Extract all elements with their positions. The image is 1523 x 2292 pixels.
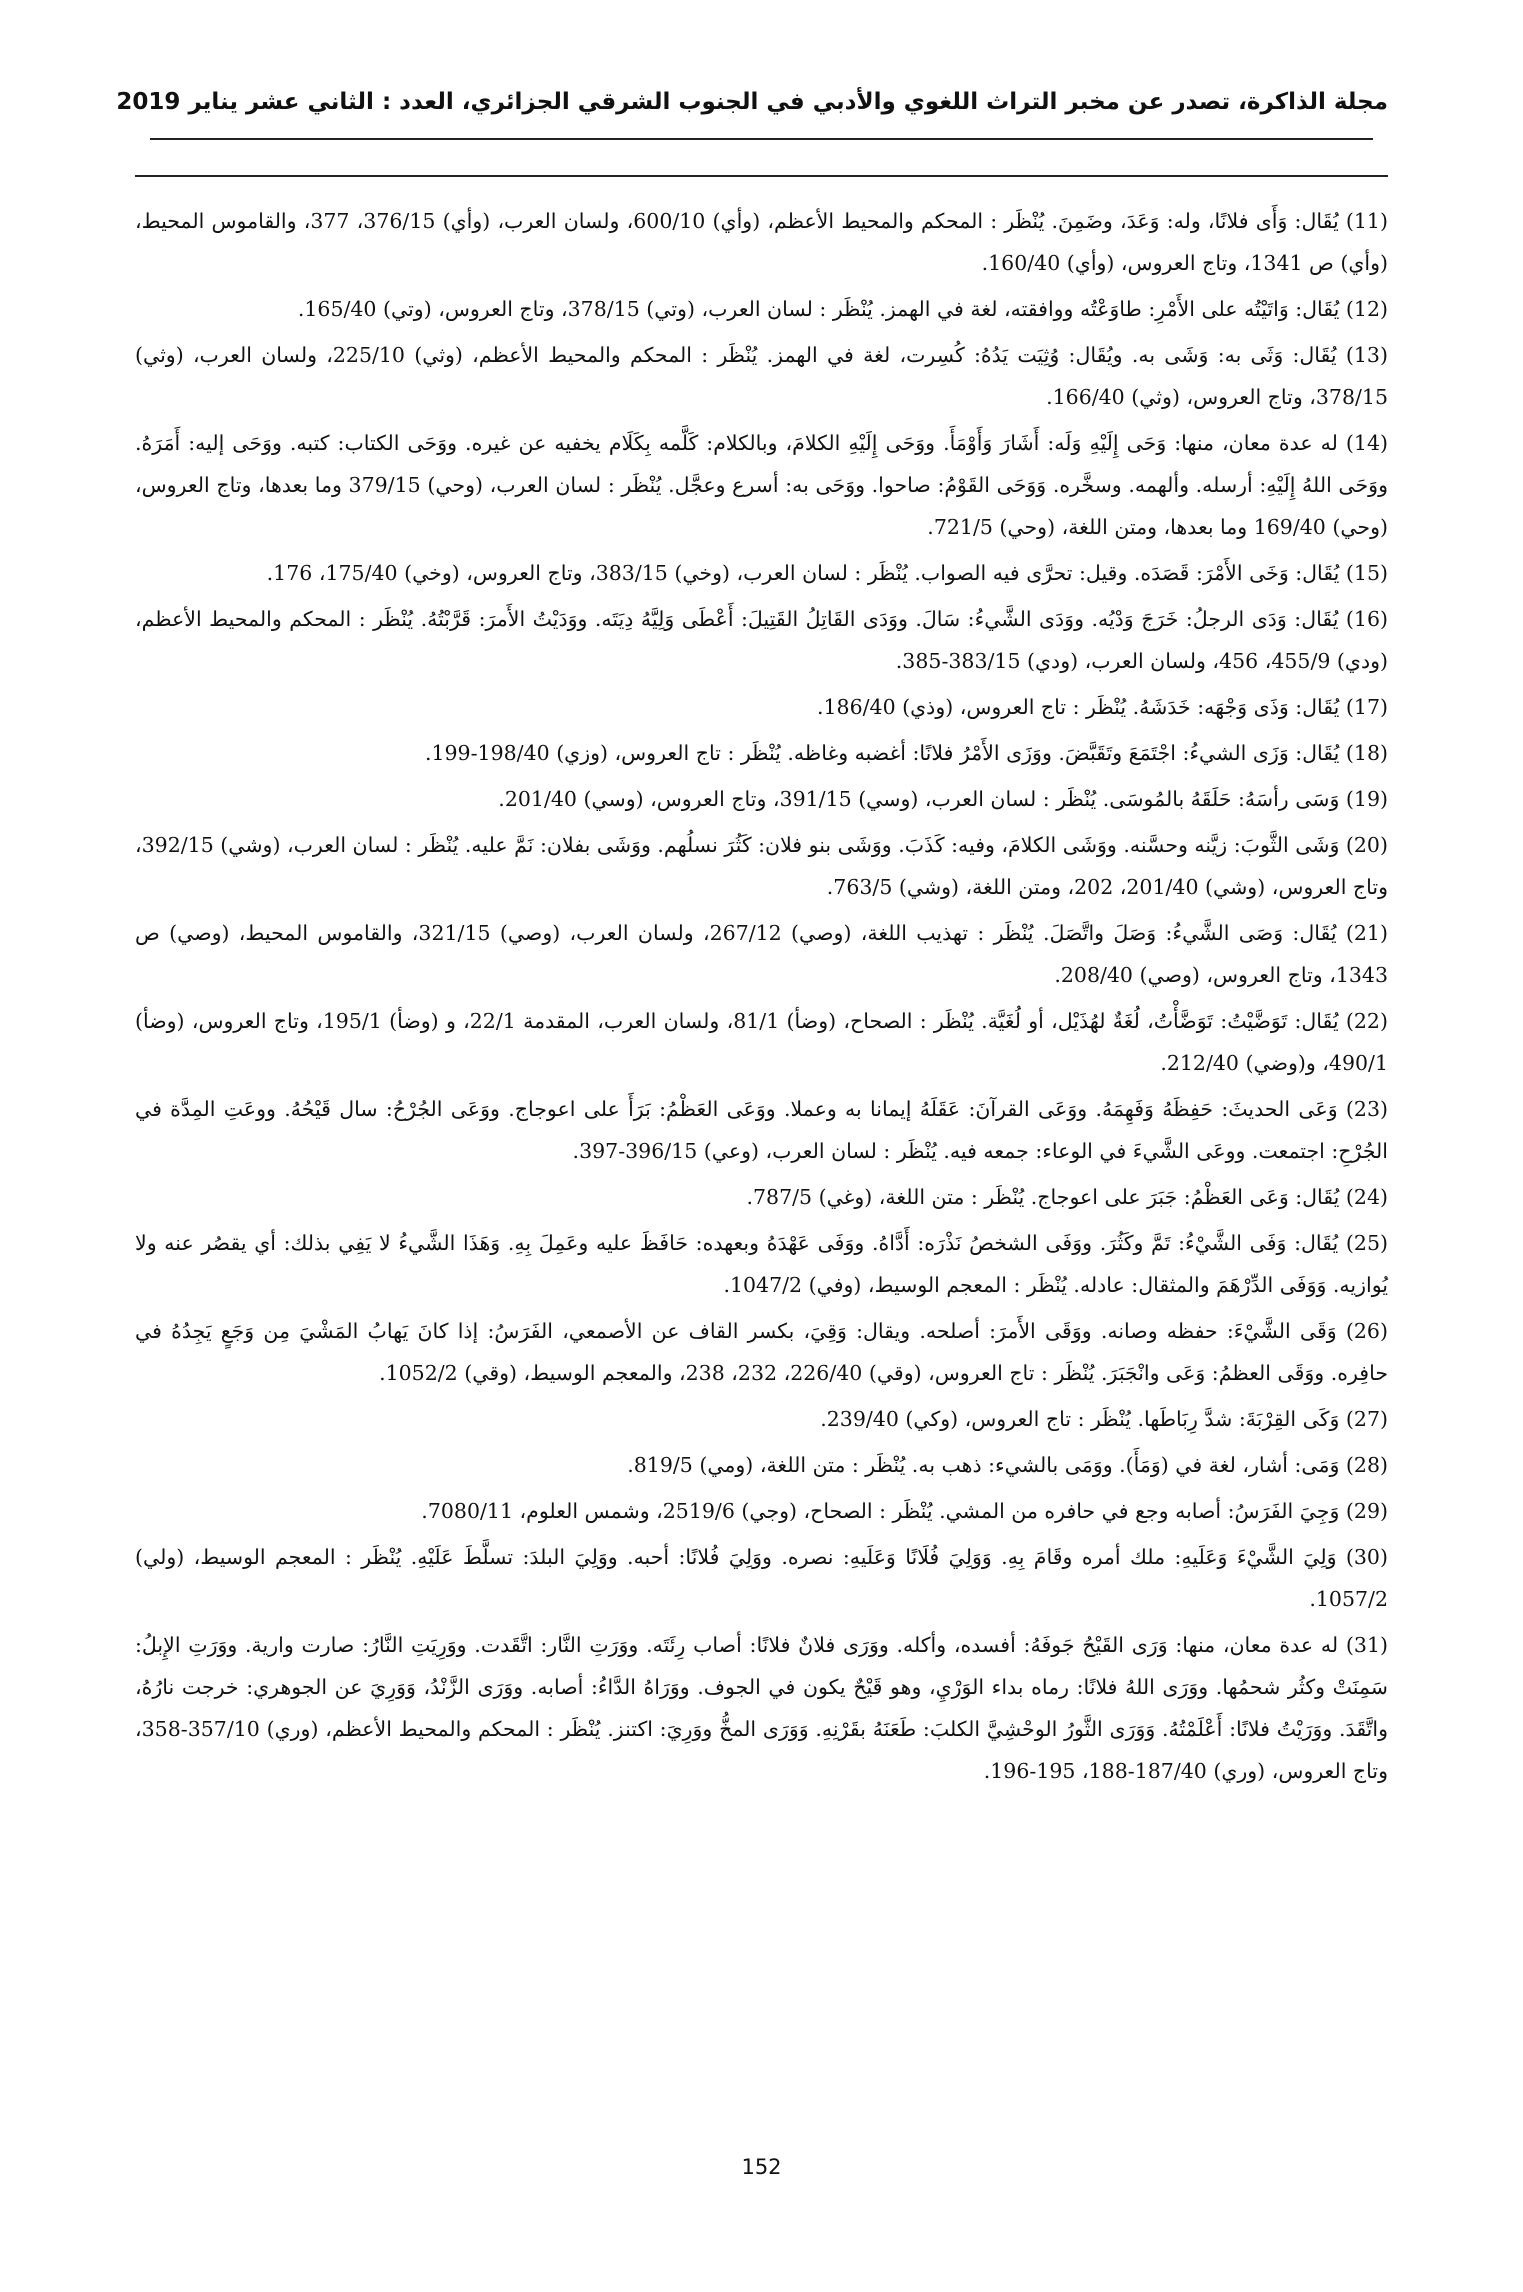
footnote-text: يُقَال: وَذَى وَجْهَه: خَدَشَهُ. يُنْظَر : تاج العروس، (وذي) 186/40.	[816, 695, 1340, 719]
footnote-number: (29)	[1345, 1499, 1388, 1523]
footnote-number: (12)	[1345, 297, 1388, 321]
footnote-number: (11)	[1345, 209, 1388, 233]
footnote-23	[135, 1088, 1388, 1172]
journal-header: مجلة الذاكرة، تصدر عن مخبر التراث اللغوي والأدبي في الجنوب الشرقي الجزائري، العدد : الثاني عشر يناير 2019	[116, 89, 1388, 115]
footnote-text: وَشَى الثَّوبَ: زيَّنه وحسَّنه. ووَشَى الكلامَ، وفيه: كَذَبَ. ووَشَى بنو فلان: كَثُرَ نسلُهم. ووَشَى بفلان: نَمَّ عليه. يُنْظَر : لسان العرب، (وشي) 392/15، وتاج العروس، (وشي) 201/40، 202، ومتن اللغة، (وشي) 763/5.	[135, 833, 1388, 899]
footnote-27	[135, 1398, 1388, 1440]
footnote-number: (15)	[1345, 561, 1388, 585]
footnote-text: وَكَى القِرْبَةَ: شدَّ رِبَاطَها. يُنْظَر : تاج العروس، (وكي) 239/40.	[820, 1407, 1340, 1431]
footnote-29	[135, 1490, 1388, 1532]
footnote-12	[135, 288, 1388, 330]
footnote-number: (18)	[1345, 741, 1388, 765]
footnote-text: يُقَال: وَأَى فلانًا، وله: وَعَدَ، وضَمِنَ. يُنْظَر : المحكم والمحيط الأعظم، (وأي) 600/10، ولسان العرب، (وأي) 376/15، 377، والقاموس المحيط، (وأي) ص 1341، وتاج العروس، (وأي) 160/40.	[135, 209, 1388, 275]
footnote-28	[135, 1444, 1388, 1486]
footnote-text: يُقَال: وَصَى الشَّيءُ: وَصَلَ واتَّصَلَ. يُنْظَر : تهذيب اللغة، (وصي) 267/12، ولسان العرب، (وصي) 321/15، والقاموس المحيط، (وصي) ص 1343، وتاج العروس، (وصي) 208/40.	[135, 921, 1388, 987]
footnote-number: (19)	[1345, 787, 1388, 811]
footnote-15	[135, 552, 1388, 594]
footnote-21	[135, 912, 1388, 996]
footnote-18	[135, 732, 1388, 774]
footnote-number: (13)	[1345, 343, 1388, 367]
footnote-13	[135, 334, 1388, 418]
footnotes-list	[135, 200, 1388, 1796]
footnote-number: (25)	[1345, 1231, 1388, 1255]
footnote-text: يُقَال: وَثَى به: وَشَى به. ويُقَال: وُثِيَت يَدُهُ: كُسِرت، لغة في الهمز. يُنْظَر : المحكم والمحيط الأعظم، (وثي) 225/10، ولسان العرب، (وثي) 378/15، وتاج العروس، (وثي) 166/40.	[135, 343, 1388, 409]
footnote-number: (24)	[1345, 1185, 1388, 1209]
footnote-number: (30)	[1345, 1545, 1388, 1569]
footnote-19	[135, 778, 1388, 820]
footnote-17	[135, 686, 1388, 728]
footnote-30	[135, 1536, 1388, 1620]
footnote-text: وَسَى رأسَهُ: حَلَقَهُ بالمُوسَى. يُنْظَر : لسان العرب، (وسي) 391/15، وتاج العروس، (وسي) 201/40.	[498, 787, 1340, 811]
footnote-text: وَعَى الحديثَ: حَفِظَهُ وَفَهِمَهُ. ووَعَى القرآنَ: عَقَلَهُ إيمانا به وعملا. ووَعَى العَظْمُ: بَرَأَ على اعوجاج. ووَعَى الجُرْحُ: سال قَيْحُهُ. ووعَتِ المِدَّة في الجُرْحِ: اجتمعت. ووعَى الشَّيءَ في الوعاء: جمعه فيه. يُنْظَر : لسان العرب، (وعي) 396/15-397.	[135, 1097, 1388, 1163]
footnote-11	[135, 200, 1388, 284]
footnote-24	[135, 1176, 1388, 1218]
footnote-20	[135, 824, 1388, 908]
header-rule-bottom	[135, 175, 1388, 177]
footnote-text: وَقَى الشَّيْءَ: حفظه وصانه. ووَقَى الأَمرَ: أصلحه. ويقال: وَقِيَ، بكسر القاف عن الأصمعي، الفَرَسُ: إذا كانَ يَهابُ المَشْيَ مِن وَجَعٍ يَجِدُهُ في حافِره. ووَقَى العظمُ: وَعَى وانْجَبَرَ. يُنْظَر : تاج العروس، (وقي) 226/40، 232، 238، والمعجم الوسيط، (وقي) 1052/2.	[135, 1319, 1388, 1385]
footnote-text: وَلِيَ الشَّيْءَ وَعَلَيهِ: ملك أمره وقَامَ بِهِ. وَوَلِيَ فُلَانًا وَعَلَيهِ: نصره. ووَلِيَ فُلانًا: أحبه. ووَلِيَ البلدَ: تسلَّطَ عَلَيْهِ. يُنْظَر : المعجم الوسيط، (ولي) 1057/2.	[135, 1545, 1388, 1611]
footnote-14	[135, 422, 1388, 548]
footnote-number: (26)	[1345, 1319, 1388, 1343]
footnote-text: يُقَال: وَدَى الرجلُ: خَرَجَ وَدْيُه. ووَدَى الشَّيءُ: سَالَ. ووَدَى القَاتِلُ القَتِيلَ: أَعْطَى وَلِيَّهُ دِيَتَه. ووَدَيْتُ الأَمرَ: قَرَّبْتُهُ. يُنْظَر : المحكم والمحيط الأعظم، (ودي) 455/9، 456، ولسان العرب، (ودي) 383/15-385.	[135, 607, 1388, 673]
footnote-number: (20)	[1345, 833, 1388, 857]
footnote-text: وَمَى: أشار، لغة في (وَمَأَ). ووَمَى بالشيء: ذهب به. يُنْظَر : متن اللغة، (ومي) 819/5.	[627, 1453, 1340, 1477]
footnote-number: (14)	[1345, 431, 1388, 455]
footnote-text: يُقَال: وَعَى العَظْمُ: جَبَرَ على اعوجاج. يُنْظَر : متن اللغة، (وغي) 787/5.	[746, 1185, 1340, 1209]
footnote-text: يُقَال: وَاتَيْتُه على الأَمْرِ: طاوَعْتُه ووافقته، لغة في الهمز. يُنْظَر : لسان العرب، (وتي) 378/15، وتاج العروس، (وتي) 165/40.	[297, 297, 1340, 321]
footnote-number: (17)	[1345, 695, 1388, 719]
footnote-16	[135, 598, 1388, 682]
footnote-text: يُقَال: وَزَى الشيءُ: اجْتَمَعَ وتَقَبَّضَ. ووَزَى الأَمْرُ فلانًا: أغضبه وغاظه. يُنْظَر : تاج العروس، (وزي) 198/40-199.	[424, 741, 1340, 765]
footnote-text: يُقَال: وَفَى الشَّيْءُ: تَمَّ وكَثُرَ. ووَفَى الشخصُ نَذْرَه: أَدَّاهُ. ووَفَى عَهْدَهُ وبعهده: حَافَظَ عليه وعَمِلَ بِهِ. وَهَذَا الشَّيءُ لا يَفِي بذلك: أي يقصُر عنه ولا يُوازيه. وَوَفَى الدِّرْهَمَ والمثقال: عادله. يُنْظَر : المعجم الوسيط، (وفي) 1047/2.	[135, 1231, 1388, 1297]
footnote-31	[135, 1624, 1388, 1792]
footnote-text: يُقَال: وَخَى الأَمْرَ: قَصَدَه. وقيل: تحرَّى فيه الصواب. يُنْظَر : لسان العرب، (وخي) 383/15، وتاج العروس، (وخي) 175/40، 176.	[266, 561, 1340, 585]
footnote-text: وَجِيَ الفَرَسُ: أصابه وجع في حافره من المشي. يُنْظَر : الصحاح، (وجي) 2519/6، وشمس العلوم، 7080/11.	[421, 1499, 1340, 1523]
footnote-number: (31)	[1345, 1633, 1388, 1657]
footnote-text: له عدة معان، منها: وَرَى القَيْحُ جَوفَهُ: أفسده، وأكله. ووَرَى فلانٌ فلانًا: أصاب رِئَتَه. ووَرَتِ النَّار: اتَّقَدت. ووَرِيَتِ النَّارُ: صارت وارية. ووَرَتِ الإِبلُ: سَمِنَتْ وكثُر شحمُها. ووَرَى اللهُ فلانًا: رماه بداء الوَرْيِ، وهو قَيْحٌ يكون في الجوف. ووَرَاهُ الدَّاءُ: أصابه. ووَرَى الزَّنْدُ، وَوَرِيَ عن الجوهري: خرجت نارُهُ، واتَّقَدَ. ووَرَيْتُ فلانًا: أَعْلَمْتُهُ. وَوَرَى الثَّورُ الوحْشِيَّ الكلبَ: طَعَنَهُ بقَرْنِهِ. وَوَرَى المخُّ ووَرِيَ: اكتنز. يُنْظَر : المحكم والمحيط الأعظم، (وري) 357/10-358، وتاج العروس، (وري) 187/40-188، 195-196.	[135, 1633, 1388, 1783]
footnote-number: (22)	[1345, 1009, 1388, 1033]
footnote-26	[135, 1310, 1388, 1394]
footnote-number: (16)	[1345, 607, 1388, 631]
footnote-number: (21)	[1345, 921, 1388, 945]
footnote-25	[135, 1222, 1388, 1306]
footnote-22	[135, 1000, 1388, 1084]
footnote-number: (23)	[1345, 1097, 1388, 1121]
header-rule-top	[150, 138, 1373, 140]
footnote-number: (27)	[1345, 1407, 1388, 1431]
page-number: 152	[741, 2155, 782, 2179]
footnote-number: (28)	[1345, 1453, 1388, 1477]
footnote-text: له عدة معان، منها: وَحَى إِلَيْهِ وَلَه: أَشَارَ وَأَوْمَأَ. ووَحَى إِلَيْهِ الكلامَ، وبالكلام: كَلَّمه بِكَلَام يخفيه عن غيره. ووَحَى الكتاب: كتبه. ووَحَى إليه: أَمَرَهُ. ووَحَى اللهُ إِلَيْهِ: أرسله. وألهمه. وسخَّره. وَوَحَى القَوْمُ: صاحوا. ووَحَى به: أسرع وعجَّل. يُنْظَر : لسان العرب، (وحي) 379/15 وما بعدها، وتاج العروس، (وحي) 169/40 وما بعدها، ومتن اللغة، (وحي) 721/5.	[135, 431, 1388, 539]
footnote-text: يُقَال: تَوَضَّيْتُ: تَوَضَّأْتُ، لُغَةٌ لهُذَيْل، أو لُغَيَّة. يُنْظَر : الصحاح، (وضأ) 81/1، ولسان العرب، المقدمة 22/1، و (وضأ) 195/1، وتاج العروس، (وضأ) 490/1، و(وضي) 212/40.	[135, 1009, 1388, 1075]
